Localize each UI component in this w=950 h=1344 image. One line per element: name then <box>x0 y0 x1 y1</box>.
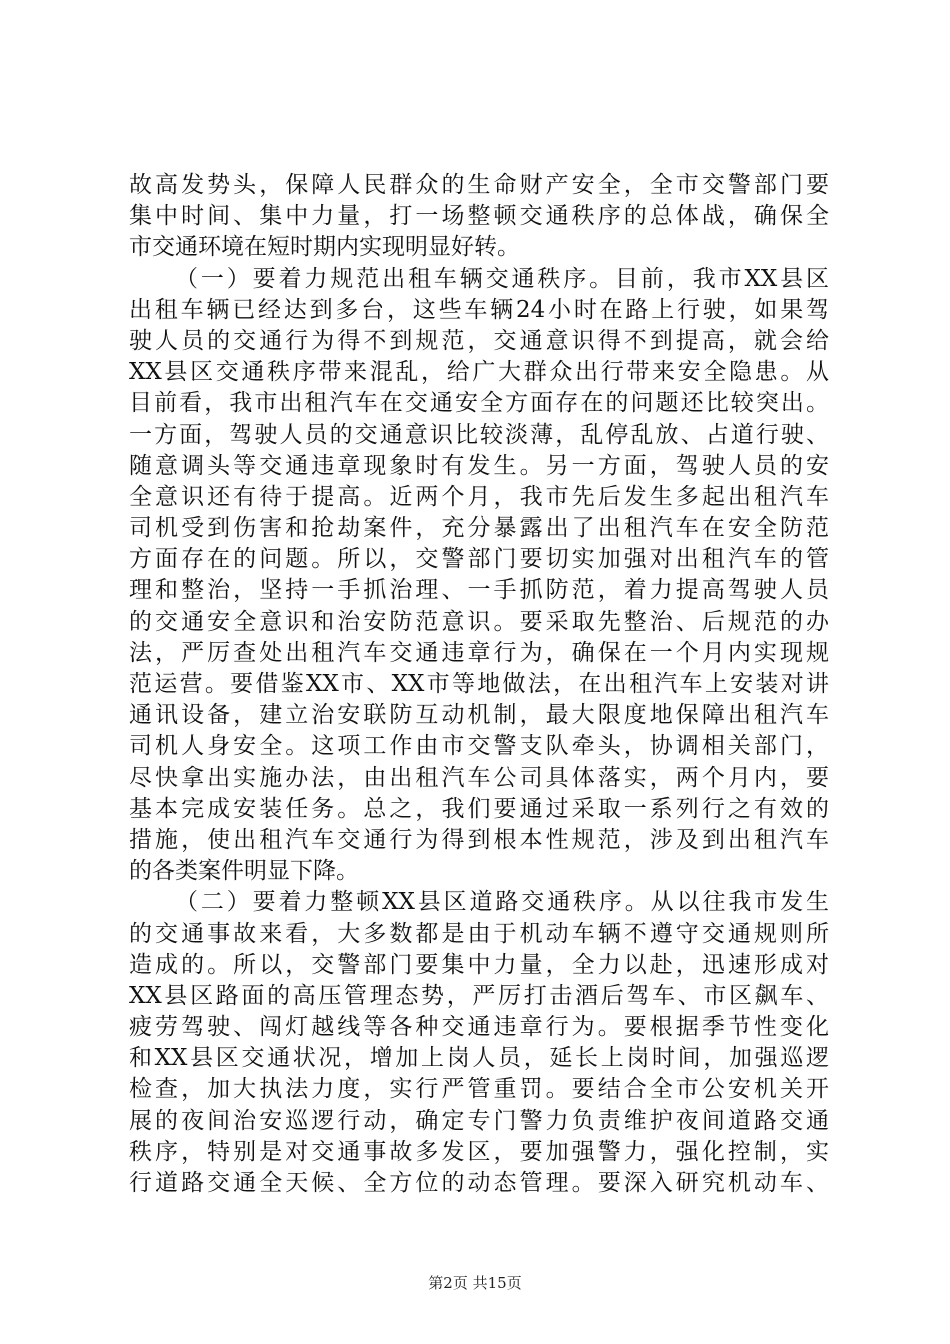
text-line: 和XX县区交通状况，增加上岗人员，延长上岗时间，加强巡逻 <box>129 1045 829 1072</box>
text-line: 出租车辆已经达到多台，这些车辆24小时在路上行驶，如果驾 <box>129 296 829 323</box>
paragraph-start-line: （一）要着力规范出租车辆交通秩序。目前，我市XX县区 <box>175 265 829 292</box>
text-line: 造成的。所以，交警部门要集中力量，全力以赴，迅速形成对 <box>129 951 829 978</box>
text-line: 行道路交通全天候、全方位的动态管理。要深入研究机动车、 <box>129 1170 829 1196</box>
page-number-footer: 第2页 共15页 <box>428 1274 522 1292</box>
text-line: 范运营。要借鉴XX市、XX市等地做法，在出租汽车上安装对讲 <box>129 671 829 697</box>
text-line: 通讯设备，建立治安联防互动机制，最大限度地保障出租汽车 <box>129 702 829 729</box>
text-line: 秩序，特别是对交通事故多发区，要加强警力，强化控制，实 <box>129 1138 829 1165</box>
text-line: 疲劳驾驶、闯灯越线等各种交通违章行为。要根据季节性变化 <box>129 1014 829 1041</box>
paragraph-start-line: （二）要着力整顿XX县区道路交通秩序。从以往我市发生 <box>175 889 829 916</box>
text-line: 基本完成安装任务。总之，我们要通过采取一系列行之有效的 <box>129 795 829 822</box>
text-line: 故高发势头，保障人民群众的生命财产安全，全市交警部门要 <box>129 172 829 198</box>
text-line: 的交通安全意识和治安防范意识。要采取先整治、后规范的办 <box>129 608 829 635</box>
text-line: 驶人员的交通行为得不到规范，交通意识得不到提高，就会给 <box>129 327 829 354</box>
text-line: 一方面，驾驶人员的交通意识比较淡薄，乱停乱放、占道行驶、 <box>129 421 829 448</box>
text-line: 目前看，我市出租汽车在交通安全方面存在的问题还比较突出。 <box>129 390 829 417</box>
text-line: 尽快拿出实施办法，由出租汽车公司具体落实，两个月内，要 <box>129 764 829 791</box>
text-line: 司机受到伤害和抢劫案件，充分暴露出了出租汽车在安全防范 <box>129 515 829 542</box>
document-body <box>129 170 829 1199</box>
text-line: 集中时间、集中力量，打一场整顿交通秩序的总体战，确保全 <box>129 203 829 230</box>
text-line: 措施，使出租汽车交通行为得到根本性规范，涉及到出租汽车 <box>129 826 829 853</box>
text-line: 的交通事故来看，大多数都是由于机动车辆不遵守交通规则所 <box>129 920 829 947</box>
text-line: 检查，加大执法力度，实行严管重罚。要结合全市公安机关开 <box>129 1076 829 1103</box>
text-line: 司机人身安全。这项工作由市交警支队牵头，协调相关部门， <box>129 733 829 760</box>
text-line: 方面存在的问题。所以，交警部门要切实加强对出租汽车的管 <box>129 546 829 573</box>
text-line: 的各类案件明显下降。 <box>129 858 359 885</box>
text-line: 法，严厉查处出租汽车交通违章行为，确保在一个月内实现规 <box>129 639 829 666</box>
text-line: 全意识还有待于提高。近两个月，我市先后发生多起出租汽车 <box>129 483 829 510</box>
text-line: 展的夜间治安巡逻行动，确定专门警力负责维护夜间道路交通 <box>129 1107 829 1134</box>
text-line: 随意调头等交通违章现象时有发生。另一方面，驾驶人员的安 <box>129 452 829 479</box>
text-line: XX县区路面的高压管理态势，严厉打击酒后驾车、市区飙车、 <box>129 982 829 1009</box>
text-line: XX县区交通秩序带来混乱，给广大群众出行带来安全隐患。从 <box>129 359 829 386</box>
text-line: 市交通环境在短时期内实现明显好转。 <box>129 234 520 261</box>
text-line: 理和整治，坚持一手抓治理、一手抓防范，着力提高驾驶人员 <box>129 577 829 604</box>
